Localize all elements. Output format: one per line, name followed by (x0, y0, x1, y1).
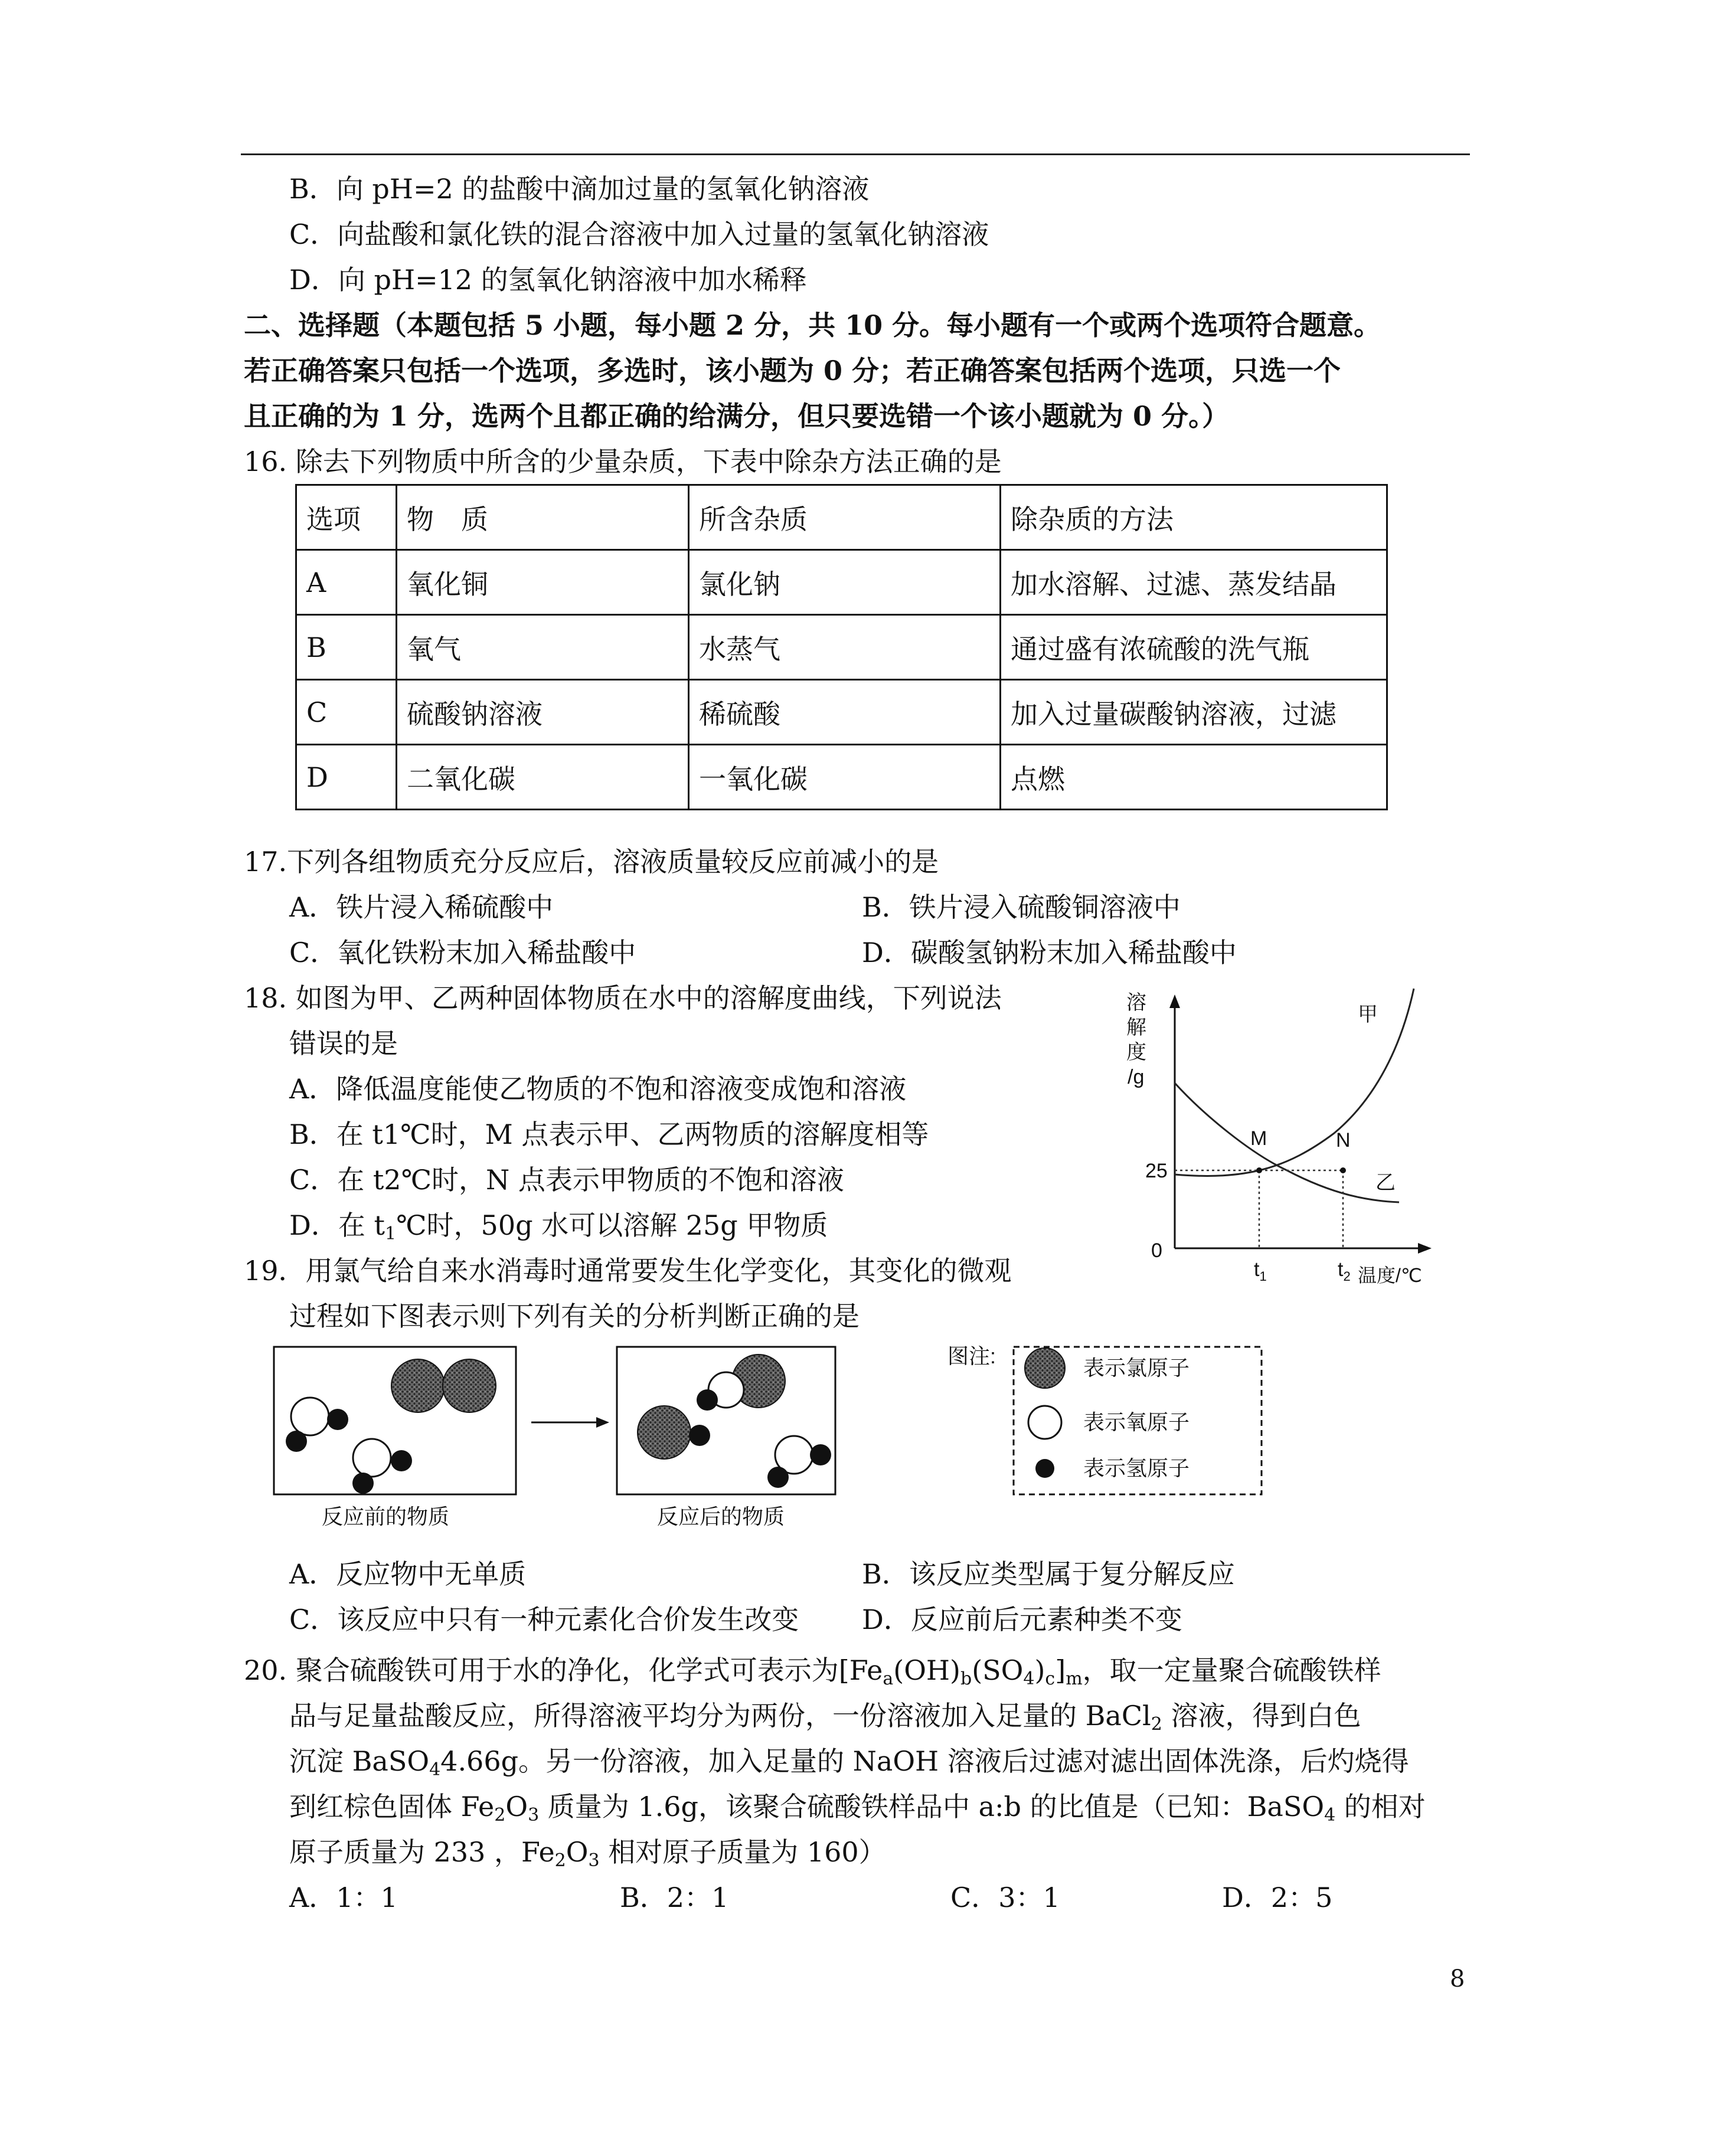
curve-label-jia: 甲 (1358, 1003, 1378, 1026)
q16-stem: 16. 除去下列物质中所含的少量杂质，下表中除杂方法正确的是 (244, 446, 1002, 477)
h-atom (327, 1409, 348, 1430)
q20-option-d: D．2：5 (1222, 1882, 1333, 1913)
table-cell: B (296, 615, 397, 680)
table-cell: 氧化铜 (397, 550, 689, 615)
q19-option-b: B．该反应类型属于复分解反应 (862, 1558, 1235, 1590)
x-axis-arrow (1418, 1243, 1432, 1254)
point-label-n: N (1336, 1129, 1351, 1151)
table-cell: 加入过量碳酸钠溶液，过滤 (1001, 680, 1387, 745)
table-header-cell: 物 质 (397, 485, 689, 550)
table-cell: 点燃 (1001, 745, 1387, 810)
legend-cl-atom (1025, 1348, 1065, 1388)
solubility-curve-graph (1110, 980, 1446, 1298)
q20-line3: 沉淀 BaSO$_4$4.66g。另一份溶液，加入足量的 NaOH 溶液后过滤对滤出固体洗涤，后灼烧得 (289, 1745, 1409, 1780)
table-header-cell: 除杂质的方法 (1001, 485, 1387, 550)
q20-option-b: B．2：1 (620, 1882, 729, 1913)
q17-option-c: C．氧化铁粉末加入稀盐酸中 (289, 937, 636, 969)
legend-o-atom (1028, 1406, 1061, 1439)
y-axis-label-char: /g (1128, 1066, 1145, 1088)
section2-line1: 二、选择题（本题包括 5 小题，每小题 2 分，共 10 分。每小题有一个或两个选项符合题意。 (244, 309, 1381, 341)
q20-line1: 20. 聚合硫酸铁可用于水的净化，化学式可表示为$[Fe_a(OH)_b(SO_4)_c]_m$，取一定量聚合硫酸铁样 (244, 1654, 1381, 1689)
h-atom (352, 1473, 374, 1494)
q19-stem-line1: 19．用氯气给自来水消毒时通常要发生化学变化，其变化的微观 (244, 1255, 1012, 1287)
h-atom (697, 1389, 718, 1411)
h-atom (286, 1431, 307, 1452)
q18-option-b: B．在 t1℃时，M 点表示甲、乙两物质的溶解度相等 (289, 1118, 929, 1150)
q20-line4: 到红棕色固体 $Fe_2O_3$ 质量为 1.6g，该聚合硫酸铁样品中 a:b 的比值是（已知：BaSO$_4$ 的相对 (289, 1791, 1426, 1825)
q17-option-a: A．铁片浸入稀硫酸中 (289, 891, 554, 923)
o-atom (353, 1439, 391, 1477)
q18-stem-line2: 错误的是 (289, 1028, 398, 1059)
cl-atom (391, 1359, 445, 1412)
q18-option-c: C．在 t2℃时，N 点表示甲物质的不饱和溶液 (289, 1164, 844, 1196)
q20-line5: 原子质量为 233 ，$Fe_2O_3$ 相对原子质量为 160） (289, 1836, 886, 1871)
point-n (1340, 1167, 1346, 1173)
table-cell: 加水溶解、过滤、蒸发结晶 (1001, 550, 1387, 615)
q15-option-c: C．向盐酸和氯化铁的混合溶液中加入过量的氢氧化钠溶液 (289, 218, 989, 250)
q19-option-c: C．该反应中只有一种元素化合价发生改变 (289, 1604, 799, 1635)
legend-h-atom (1035, 1459, 1054, 1478)
curve-jia (1175, 989, 1414, 1176)
table-header-cell: 所含杂质 (689, 485, 1001, 550)
h-atom (391, 1450, 412, 1471)
table-cell: D (296, 745, 397, 810)
table-cell: 稀硫酸 (689, 680, 1001, 745)
table-row (296, 680, 1387, 745)
before-label: 反应前的物质 (322, 1504, 450, 1529)
table-cell: 水蒸气 (689, 615, 1001, 680)
x-tick-t2: $t_2$ (1338, 1258, 1351, 1284)
o-atom (291, 1398, 329, 1435)
table-cell: 硫酸钠溶液 (397, 680, 689, 745)
table-cell: 一氧化碳 (689, 745, 1001, 810)
point-m (1256, 1167, 1262, 1173)
q18-option-d: D．在 $t_1℃$时，50g 水可以溶解 25g 甲物质 (289, 1209, 828, 1244)
y-axis-label-char: 解 (1126, 1016, 1146, 1039)
legend-h-label: 表示氢原子 (1083, 1456, 1190, 1480)
table-cell: C (296, 680, 397, 745)
section2-line2: 若正确答案只包括一个选项，多选时，该小题为 0 分；若正确答案包括两个选项，只选一个 (244, 355, 1341, 387)
legend-cl-label: 表示氯原子 (1083, 1356, 1190, 1380)
header-rule (241, 153, 1470, 155)
q19-option-d: D．反应前后元素种类不变 (862, 1604, 1182, 1635)
page-number: 8 (1450, 1965, 1465, 1993)
legend-title: 图注: (947, 1344, 996, 1368)
y-axis-label-char: 溶 (1126, 992, 1146, 1014)
x-tick-t1: $t_1$ (1254, 1258, 1267, 1284)
q15-option-b: B．向 pH=2 的盐酸中滴加过量的氢氧化钠溶液 (289, 173, 870, 205)
point-label-m: M (1250, 1127, 1267, 1150)
table-header-cell: 选项 (296, 485, 397, 550)
h-atom (810, 1444, 831, 1465)
table-header-row (296, 485, 1387, 550)
q19-stem-line2: 过程如下图表示则下列有关的分析判断正确的是 (289, 1300, 860, 1332)
q19-option-a: A．反应物中无单质 (289, 1558, 527, 1590)
q17-option-d: D．碳酸氢钠粉末加入稀盐酸中 (862, 937, 1237, 969)
h-atom (689, 1425, 710, 1446)
q17-option-b: B．铁片浸入硫酸铜溶液中 (862, 891, 1181, 923)
table-row (296, 550, 1387, 615)
table-row (296, 615, 1387, 680)
q20-option-c: C．3：1 (950, 1882, 1060, 1913)
origin-label: 0 (1151, 1239, 1162, 1262)
legend-o-label: 表示氧原子 (1083, 1410, 1190, 1434)
h-atom (767, 1467, 789, 1488)
q20-option-a: A．1：1 (289, 1882, 398, 1913)
x-axis-label: 温度/℃ (1358, 1265, 1422, 1286)
q16-table (295, 484, 1388, 810)
reaction-diagram (260, 1334, 1275, 1535)
q18-option-a: A．降低温度能使乙物质的不饱和溶液变成饱和溶液 (289, 1073, 907, 1105)
table-cell: 通过盛有浓硫酸的洗气瓶 (1001, 615, 1387, 680)
section2-line3: 且正确的为 1 分，选两个且都正确的给满分，但只要选错一个该小题就为 0 分。） (244, 400, 1230, 432)
y-tick-25: 25 (1145, 1160, 1168, 1182)
q18-stem-line1: 18. 如图为甲、乙两种固体物质在水中的溶解度曲线，下列说法 (244, 982, 1002, 1014)
y-axis-arrow (1169, 994, 1180, 1008)
table-cell: 二氧化碳 (397, 745, 689, 810)
table-cell: 氧气 (397, 615, 689, 680)
table-cell: 氯化钠 (689, 550, 1001, 615)
y-axis-label-char: 度 (1126, 1041, 1146, 1064)
cl-atom (638, 1406, 691, 1459)
table-row (296, 745, 1387, 810)
table-cell: A (296, 550, 397, 615)
q17-stem: 17.下列各组物质充分反应后，溶液质量较反应前减小的是 (244, 846, 939, 878)
q20-line2: 品与足量盐酸反应，所得溶液平均分为两份，一份溶液加入足量的 BaCl$_2$ 溶液，得到白色 (289, 1700, 1361, 1735)
cl-atom (443, 1359, 496, 1412)
after-label: 反应后的物质 (657, 1504, 785, 1529)
reaction-arrow-head (596, 1417, 609, 1428)
curve-label-yi: 乙 (1375, 1172, 1396, 1194)
q15-option-d: D．向 pH=12 的氢氧化钠溶液中加水稀释 (289, 264, 807, 296)
